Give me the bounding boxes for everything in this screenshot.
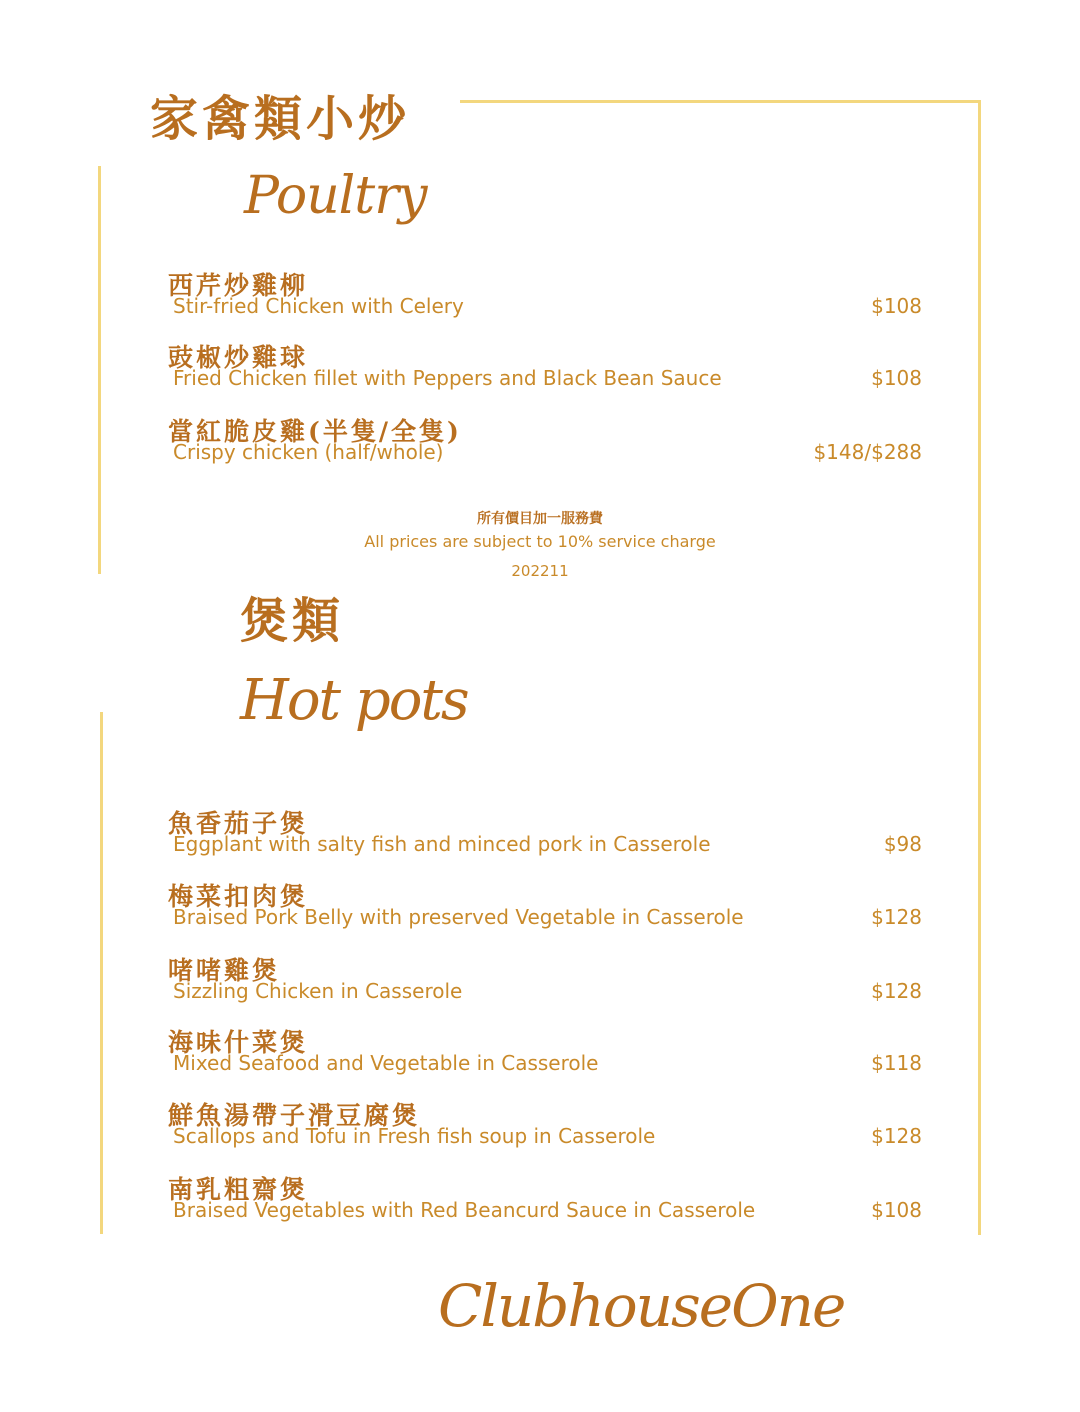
menu-item-name-cn: 海味什菜煲: [168, 1028, 309, 1057]
service-note-cn: 所有價目加一服務費: [477, 511, 603, 527]
menu-item-name-cn: 當紅脆皮雞(半隻/全隻): [168, 417, 462, 446]
menu-item: [168, 412, 922, 472]
menu-item-price: $128: [871, 979, 922, 1003]
menu-item: [168, 1096, 922, 1156]
menu-item-name-cn: 豉椒炒雞球: [168, 343, 309, 372]
menu-item: [168, 951, 922, 1011]
hotpots-title-cn: 煲類: [240, 593, 345, 649]
menu-item-price: $128: [871, 1124, 922, 1148]
menu-item-price: $108: [871, 294, 922, 318]
menu-item-name-en: Braised Pork Belly with preserved Vegetable in Casserole: [173, 905, 744, 929]
brand-logo: ClubhouseOne: [438, 1272, 845, 1340]
menu-item-name-en: Crispy chicken (half/whole): [173, 440, 444, 464]
menu-item-name-en: Scallops and Tofu in Fresh fish soup in Casserole: [173, 1124, 656, 1148]
menu-item-name-en: Braised Vegetables with Red Beancurd Sauce in Casserole: [173, 1198, 756, 1222]
hotpots-title-script: Hot pots: [240, 668, 468, 733]
menu-item-price: $128: [871, 905, 922, 929]
frame-left-border-lower: [100, 712, 103, 1234]
menu-item-name-en: Sizzling Chicken in Casserole: [173, 979, 463, 1003]
menu-item-name-cn: 魚香茄子煲: [168, 809, 309, 838]
menu-item-name-cn: 鮮魚湯帶子滑豆腐煲: [168, 1101, 421, 1130]
menu-item: [168, 877, 922, 937]
menu-item: [168, 804, 922, 864]
menu-item-price: $108: [871, 1198, 922, 1222]
menu-item-price: $98: [883, 832, 922, 856]
menu-item-price: $118: [871, 1051, 922, 1075]
menu-item: [168, 1170, 922, 1230]
frame-right-border: [978, 100, 981, 1235]
menu-item-name-en: Mixed Seafood and Vegetable in Casserole: [173, 1051, 599, 1075]
menu-item: [168, 266, 922, 326]
menu-item-name-cn: 南乳粗齋煲: [168, 1175, 309, 1204]
frame-top-border: [460, 100, 981, 103]
menu-item-name-cn: 啫啫雞煲: [168, 956, 281, 985]
menu-item: [168, 338, 922, 398]
menu-item-name-en: Stir-fried Chicken with Celery: [173, 294, 464, 318]
service-note-en: All prices are subject to 10% service charge: [364, 532, 716, 551]
poultry-title-cn: 家禽類小炒: [150, 91, 411, 147]
menu-item-price: $148/$288: [813, 440, 922, 464]
menu-item-name-cn: 西芹炒雞柳: [168, 271, 309, 300]
poultry-title-script: Poultry: [244, 166, 427, 226]
menu-item-name-en: Fried Chicken fillet with Peppers and Black Bean Sauce: [173, 366, 722, 390]
menu-item-name-en: Eggplant with salty fish and minced pork in Casserole: [173, 832, 711, 856]
menu-version-code: 202211: [511, 562, 569, 580]
menu-item: [168, 1023, 922, 1083]
menu-item-price: $108: [871, 366, 922, 390]
menu-item-name-cn: 梅菜扣肉煲: [168, 882, 309, 911]
